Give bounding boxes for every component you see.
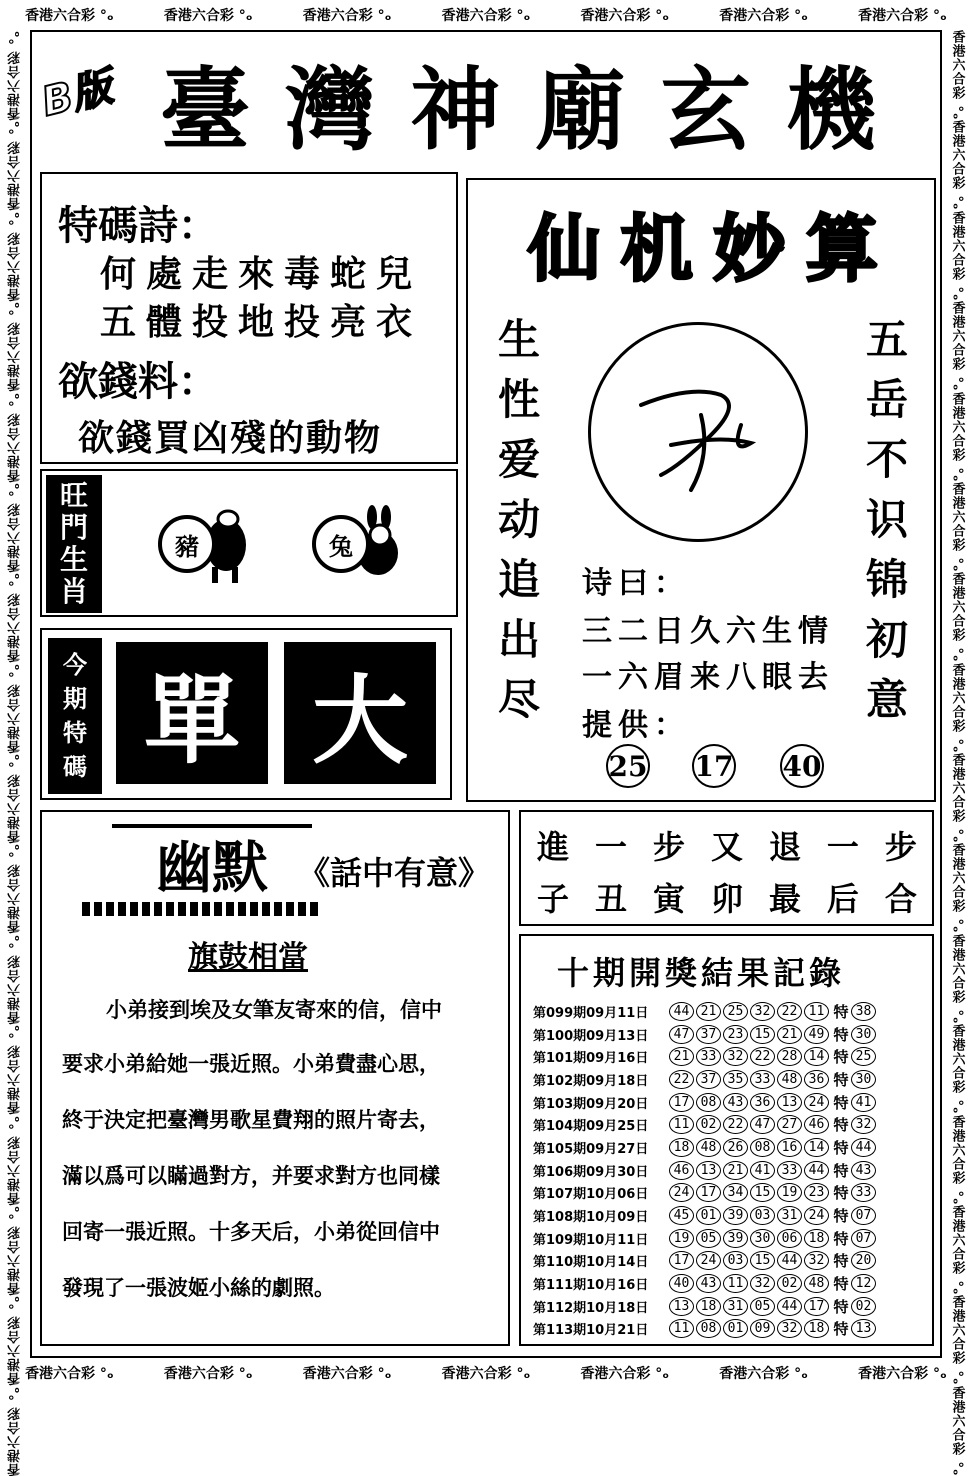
- oracle-title-char: 妙: [713, 207, 786, 291]
- special-label: 特: [833, 1252, 849, 1271]
- big-tile: 大: [284, 642, 436, 784]
- number-ball: 21: [696, 1002, 721, 1021]
- oracle-number-ball: 17: [692, 744, 736, 788]
- result-row: [533, 1272, 927, 1295]
- number-ball: 16: [777, 1138, 802, 1157]
- number-ball: 23: [723, 1025, 748, 1044]
- humor-line: 發現了一張波姬小絲的劇照。: [62, 1276, 335, 1300]
- result-row: [533, 1113, 927, 1136]
- result-row: [533, 1182, 927, 1205]
- result-row: [533, 1091, 927, 1114]
- results-title: 十期開獎結果記錄: [557, 954, 846, 992]
- border-label: 香港六合彩 °ₒ: [302, 1366, 392, 1382]
- number-ball: 22: [723, 1115, 748, 1134]
- result-row: [533, 1295, 927, 1318]
- number-ball: 45: [669, 1206, 694, 1225]
- title-char: 機: [785, 57, 880, 163]
- main-title: [160, 52, 880, 163]
- border-label: 香港六合彩 °ₒ: [7, 1385, 23, 1476]
- number-ball: 43: [696, 1274, 721, 1293]
- signature-glyph-icon: [591, 325, 805, 539]
- border-label: 香港六合彩 °ₒ: [7, 1295, 23, 1386]
- proverb-char: 步: [884, 828, 917, 866]
- border-label: 香港六合彩 °ₒ: [7, 210, 23, 302]
- border-label: 香港六合彩 °ₒ: [949, 1295, 965, 1386]
- number-ball: 18: [804, 1229, 829, 1248]
- special-label: 特: [833, 1093, 849, 1112]
- result-row: [533, 1250, 927, 1273]
- oracle-number-ball: 25: [606, 744, 650, 788]
- signature-circle: [588, 322, 808, 542]
- border-label: 香港六合彩 °ₒ: [949, 662, 965, 753]
- border-label: 香港六合彩 °ₒ: [949, 933, 965, 1025]
- number-ball: 34: [723, 1183, 748, 1202]
- special-label: 特: [833, 1025, 849, 1044]
- number-ball: 47: [750, 1115, 775, 1134]
- humor-line: 小弟接到埃及女筆友寄來的信，信中: [106, 998, 442, 1022]
- border-label: 香港六合彩 °ₒ: [949, 1024, 965, 1115]
- number-ball: 21: [777, 1025, 802, 1044]
- number-ball: 36: [804, 1070, 829, 1089]
- draw-label: 第113期10月21日: [533, 1323, 649, 1339]
- lucky-zodiac-box: [40, 469, 458, 617]
- number-ball: 39: [723, 1206, 748, 1225]
- column-char: 不: [866, 435, 909, 484]
- border-label: 香港六合彩 °ₒ: [949, 210, 965, 302]
- bottom-border: [0, 1358, 972, 1388]
- draw-label: 第112期10月18日: [533, 1300, 649, 1316]
- oracle-right-column: [866, 310, 908, 730]
- number-ball: 08: [750, 1138, 775, 1157]
- proverb-char: 最: [768, 880, 801, 918]
- border-label: 香港六合彩 °ₒ: [7, 1204, 23, 1296]
- border-label: 香港六合彩 °ₒ: [949, 1204, 965, 1296]
- border-label: 香港六合彩 °ₒ: [7, 301, 23, 392]
- tag-char: 期: [63, 685, 87, 713]
- border-label: 香港六合彩 °ₒ: [949, 301, 965, 392]
- border-label: 香港六合彩 °ₒ: [7, 1024, 23, 1115]
- tag-char: 生: [59, 543, 88, 576]
- number-ball: 32: [750, 1274, 775, 1293]
- number-ball: 22: [750, 1047, 775, 1066]
- number-ball: 48: [696, 1138, 721, 1157]
- column-char: 五: [866, 315, 909, 364]
- tag-char: 今: [63, 651, 87, 679]
- number-ball: 33: [696, 1047, 721, 1066]
- special-label: 特: [833, 1275, 849, 1294]
- special-number-ball: 02: [851, 1297, 876, 1316]
- oracle-poem-label: 诗曰：: [582, 566, 690, 601]
- draw-label: 第111期10月16日: [533, 1278, 649, 1294]
- oracle-title-char: 算: [805, 207, 878, 291]
- number-ball: 08: [696, 1319, 721, 1338]
- number-ball: 17: [804, 1297, 829, 1316]
- number-ball: 19: [777, 1183, 802, 1202]
- oracle-number-ball: 40: [780, 744, 824, 788]
- number-ball: 03: [723, 1251, 748, 1270]
- border-label: 香港六合彩 °ₒ: [949, 843, 965, 934]
- number-ball: 35: [723, 1070, 748, 1089]
- proverb-row: [537, 822, 917, 868]
- border-label: 香港六合彩 °ₒ: [949, 30, 965, 121]
- column-char: 动: [498, 495, 541, 544]
- border-label: 香港六合彩 °ₒ: [163, 1366, 253, 1382]
- border-label: 香港六合彩 °ₒ: [858, 1366, 947, 1382]
- number-ball: 17: [669, 1251, 694, 1270]
- riddle-label: 欲錢料：: [58, 358, 218, 405]
- draw-label: 第105期09月27日: [533, 1141, 649, 1157]
- draw-label: 第107期10月06日: [533, 1187, 649, 1203]
- result-row: [533, 1045, 927, 1068]
- special-number-ball: 12: [851, 1274, 876, 1293]
- column-char: 生: [498, 315, 541, 364]
- number-ball: 15: [750, 1183, 775, 1202]
- proverb-char: 子: [537, 880, 570, 918]
- number-ball: 41: [750, 1161, 775, 1180]
- special-label: 特: [833, 1320, 849, 1339]
- oracle-box: [466, 178, 936, 802]
- number-ball: 15: [750, 1025, 775, 1044]
- column-char: 爱: [498, 435, 541, 484]
- odd-tile: 單: [116, 642, 268, 784]
- border-label: 香港六合彩 °ₒ: [441, 1366, 531, 1382]
- border-label: 香港六合彩 °ₒ: [7, 933, 23, 1025]
- special-label: 特: [833, 1229, 849, 1248]
- result-row: [533, 1227, 927, 1250]
- special-number-box: [40, 628, 452, 800]
- number-ball: 43: [723, 1093, 748, 1112]
- number-ball: 32: [723, 1047, 748, 1066]
- special-label: 特: [833, 1184, 849, 1203]
- number-ball: 24: [804, 1206, 829, 1225]
- number-ball: 22: [777, 1002, 802, 1021]
- border-label: 香港六合彩 °ₒ: [7, 753, 23, 844]
- number-ball: 23: [804, 1183, 829, 1202]
- humor-title: 幽默: [112, 824, 312, 900]
- column-char: 锦: [866, 555, 909, 604]
- result-row: [533, 1000, 927, 1023]
- number-ball: 19: [669, 1229, 694, 1248]
- proverb-char: 又: [710, 828, 743, 866]
- proverb-char: 步: [652, 828, 685, 866]
- number-ball: 48: [804, 1274, 829, 1293]
- column-char: 识: [866, 495, 909, 544]
- proverb-char: 合: [884, 880, 917, 918]
- number-ball: 13: [696, 1161, 721, 1180]
- oracle-title: [528, 198, 878, 291]
- special-number-ball: 43: [851, 1161, 876, 1180]
- border-label: 香港六合彩 °ₒ: [7, 662, 23, 753]
- proverb-char: 進: [537, 828, 570, 866]
- border-label: 香港六合彩 °ₒ: [163, 8, 253, 24]
- humor-heading: 旗鼓相當: [188, 940, 308, 975]
- border-label: 香港六合彩 °ₒ: [949, 481, 965, 573]
- number-ball: 09: [750, 1319, 775, 1338]
- number-ball: 08: [696, 1093, 721, 1112]
- number-ball: 24: [804, 1093, 829, 1112]
- special-number-ball: 13: [851, 1319, 876, 1338]
- draw-label: 第099期09月11日: [533, 1005, 649, 1021]
- riddle-line: 欲錢買凶殘的動物: [78, 417, 383, 459]
- number-ball: 15: [750, 1251, 775, 1270]
- number-ball: 46: [669, 1161, 694, 1180]
- special-number-ball: 20: [851, 1251, 876, 1270]
- border-label: 香港六合彩 °ₒ: [7, 1114, 23, 1205]
- special-number-ball: 44: [851, 1138, 876, 1157]
- oracle-poem-line: 一六眉来八眼去: [582, 660, 834, 695]
- number-ball: 17: [696, 1183, 721, 1202]
- number-ball: 44: [777, 1251, 802, 1270]
- border-label: 香港六合彩 °ₒ: [7, 843, 23, 934]
- result-row: [533, 1204, 927, 1227]
- special-label: 特: [833, 1070, 849, 1089]
- title-char: 臺: [160, 57, 254, 163]
- number-ball: 33: [777, 1161, 802, 1180]
- border-label: 香港六合彩 °ₒ: [302, 8, 392, 24]
- number-ball: 14: [804, 1138, 829, 1157]
- special-number-ball: 38: [851, 1002, 876, 1021]
- proverb-char: 丑: [594, 880, 627, 918]
- special-number-ball: 07: [851, 1206, 876, 1225]
- border-label: 香港六合彩 °ₒ: [719, 8, 808, 24]
- special-number-ball: 07: [851, 1229, 876, 1248]
- number-ball: 49: [804, 1025, 829, 1044]
- border-label: 香港六合彩 °ₒ: [580, 1366, 670, 1382]
- number-ball: 28: [777, 1047, 802, 1066]
- draw-label: 第101期09月16日: [533, 1051, 649, 1067]
- title-char: 灣: [285, 57, 380, 163]
- proverb-char: 后: [826, 880, 859, 918]
- zodiac-label: 兔: [312, 515, 370, 573]
- number-ball: 11: [669, 1115, 694, 1134]
- humor-line: 回寄一張近照。十多天后，小弟從回信中: [62, 1220, 440, 1244]
- proverb-char: 寅: [652, 880, 685, 918]
- title-char: 廟: [535, 57, 630, 163]
- result-row: [533, 1023, 927, 1046]
- number-ball: 39: [723, 1229, 748, 1248]
- number-ball: 05: [696, 1229, 721, 1248]
- oracle-left-column: [498, 310, 540, 730]
- number-ball: 18: [696, 1297, 721, 1316]
- border-label: 香港六合彩 °ₒ: [25, 8, 114, 24]
- oracle-title-char: 机: [620, 207, 693, 291]
- special-label: 特: [833, 1161, 849, 1180]
- humor-line: 終于決定把臺灣男歌星費翔的照片寄去，: [62, 1108, 440, 1132]
- oracle-poem-line: 三二日久六生情: [582, 614, 834, 649]
- poem-label: 特碼詩：: [58, 202, 218, 249]
- border-label: 香港六合彩 °ₒ: [7, 572, 23, 663]
- proverb-char: 卯: [710, 880, 743, 918]
- number-ball: 17: [669, 1093, 694, 1112]
- number-ball: 21: [723, 1161, 748, 1180]
- border-label: 香港六合彩 °ₒ: [949, 572, 965, 663]
- number-ball: 06: [777, 1229, 802, 1248]
- number-ball: 31: [723, 1297, 748, 1316]
- number-ball: 13: [777, 1093, 802, 1112]
- proverb-row: [537, 874, 917, 920]
- results-box: [519, 934, 934, 1346]
- poem-line: 何處走來毒蛇兒: [100, 253, 423, 295]
- zodiac-pig: [158, 505, 248, 595]
- oracle-title-char: 仙: [528, 207, 601, 291]
- number-ball: 01: [696, 1206, 721, 1225]
- special-label: 特: [833, 1138, 849, 1157]
- border-label: 香港六合彩 °ₒ: [25, 1366, 114, 1382]
- result-row: [533, 1068, 927, 1091]
- tag-char: 特: [63, 719, 87, 747]
- special-number-ball: 30: [851, 1070, 876, 1089]
- number-ball: 24: [669, 1183, 694, 1202]
- number-ball: 44: [777, 1297, 802, 1316]
- number-ball: 03: [750, 1206, 775, 1225]
- column-char: 初: [866, 615, 909, 664]
- top-border: [0, 0, 972, 30]
- number-ball: 33: [750, 1070, 775, 1089]
- number-ball: 25: [723, 1002, 748, 1021]
- draw-label: 第103期09月20日: [533, 1096, 649, 1112]
- number-ball: 40: [669, 1274, 694, 1293]
- tag-char: 門: [59, 511, 88, 544]
- proverb-box: [519, 810, 934, 926]
- border-label: 香港六合彩 °ₒ: [7, 391, 23, 482]
- tag-char: 旺: [59, 479, 88, 512]
- humor-subtitle: 《話中有意》: [298, 854, 491, 892]
- edition-badge: B版: [37, 64, 117, 126]
- title-char: 玄: [660, 57, 755, 163]
- number-ball: 46: [804, 1115, 829, 1134]
- border-label: 香港六合彩 °ₒ: [7, 30, 23, 121]
- number-ball: 48: [777, 1070, 802, 1089]
- number-ball: 32: [804, 1251, 829, 1270]
- draw-label: 第108期10月09日: [533, 1210, 649, 1226]
- number-ball: 18: [669, 1138, 694, 1157]
- special-label: 特: [833, 1048, 849, 1067]
- special-label: 特: [833, 1207, 849, 1226]
- result-row: [533, 1136, 927, 1159]
- humor-line: 要求小弟給她一張近照。小弟費盡心思，: [62, 1052, 440, 1076]
- number-ball: 02: [777, 1274, 802, 1293]
- tag-char: 肖: [59, 575, 88, 608]
- border-label: 香港六合彩 °ₒ: [949, 1114, 965, 1205]
- column-char: 意: [866, 675, 909, 724]
- number-ball: 13: [669, 1297, 694, 1316]
- provide-label: 提供：: [582, 708, 690, 743]
- title-char: 神: [410, 57, 505, 163]
- number-ball: 11: [669, 1319, 694, 1338]
- results-list: [533, 1000, 927, 1340]
- special-number-ball: 33: [851, 1183, 876, 1202]
- number-ball: 24: [696, 1251, 721, 1270]
- border-label: 香港六合彩 °ₒ: [441, 8, 531, 24]
- number-ball: 31: [777, 1206, 802, 1225]
- zodiac-rabbit: [312, 505, 402, 595]
- special-tag: [48, 638, 102, 794]
- column-char: 岳: [866, 375, 909, 424]
- number-ball: 14: [804, 1047, 829, 1066]
- special-label: 特: [833, 1297, 849, 1316]
- draw-label: 第109期10月11日: [533, 1232, 649, 1248]
- number-ball: 32: [750, 1002, 775, 1021]
- border-label: 香港六合彩 °ₒ: [7, 120, 23, 211]
- column-char: 出: [498, 615, 541, 664]
- left-border: [0, 30, 30, 1476]
- border-label: 香港六合彩 °ₒ: [949, 753, 965, 844]
- special-label: 特: [833, 1002, 849, 1021]
- number-ball: 36: [750, 1093, 775, 1112]
- column-char: 尽: [498, 675, 541, 724]
- border-label: 香港六合彩 °ₒ: [7, 481, 23, 573]
- number-ball: 47: [669, 1025, 694, 1044]
- number-ball: 44: [804, 1161, 829, 1180]
- number-ball: 37: [696, 1025, 721, 1044]
- right-border: [942, 30, 972, 1476]
- border-label: 香港六合彩 °ₒ: [719, 1366, 808, 1382]
- wave-decoration: [82, 902, 318, 916]
- border-label: 香港六合彩 °ₒ: [949, 391, 965, 482]
- column-char: 性: [498, 375, 541, 424]
- special-number-ball: 30: [851, 1025, 876, 1044]
- draw-label: 第100期09月13日: [533, 1028, 649, 1044]
- special-number-ball: 41: [851, 1093, 876, 1112]
- special-number-ball: 32: [851, 1115, 876, 1134]
- proverb-char: 一: [826, 828, 859, 866]
- number-ball: 26: [723, 1138, 748, 1157]
- humor-line: 滿以爲可以瞞過對方，并要求對方也同樣: [62, 1164, 440, 1188]
- lucky-zodiac-tag: [46, 475, 102, 613]
- number-ball: 27: [777, 1115, 802, 1134]
- number-ball: 30: [750, 1229, 775, 1248]
- draw-label: 第102期09月18日: [533, 1073, 649, 1089]
- proverb-char: 一: [594, 828, 627, 866]
- special-number-ball: 25: [851, 1047, 876, 1066]
- draw-label: 第110期10月14日: [533, 1255, 649, 1271]
- number-ball: 01: [723, 1319, 748, 1338]
- special-label: 特: [833, 1116, 849, 1135]
- result-row: [533, 1159, 927, 1182]
- draw-label: 第104期09月25日: [533, 1119, 649, 1135]
- number-ball: 11: [723, 1274, 748, 1293]
- number-ball: 37: [696, 1070, 721, 1089]
- result-row: [533, 1318, 927, 1341]
- proverb-char: 退: [768, 828, 801, 866]
- number-ball: 22: [669, 1070, 694, 1089]
- number-ball: 32: [777, 1319, 802, 1338]
- border-label: 香港六合彩 °ₒ: [580, 8, 670, 24]
- draw-label: 第106期09月30日: [533, 1164, 649, 1180]
- tag-char: 碼: [63, 753, 87, 781]
- border-label: 香港六合彩 °ₒ: [949, 120, 965, 211]
- poem-box: [40, 172, 458, 464]
- poem-line: 五體投地投亮衣: [100, 301, 423, 343]
- number-ball: 44: [669, 1002, 694, 1021]
- number-ball: 05: [750, 1297, 775, 1316]
- column-char: 追: [498, 555, 541, 604]
- number-ball: 11: [804, 1002, 829, 1021]
- humor-box: [40, 810, 510, 1346]
- border-label: 香港六合彩 °ₒ: [858, 8, 947, 24]
- number-ball: 21: [669, 1047, 694, 1066]
- zodiac-label: 豬: [158, 515, 216, 573]
- border-label: 香港六合彩 °ₒ: [949, 1385, 965, 1476]
- number-ball: 02: [696, 1115, 721, 1134]
- number-ball: 18: [804, 1319, 829, 1338]
